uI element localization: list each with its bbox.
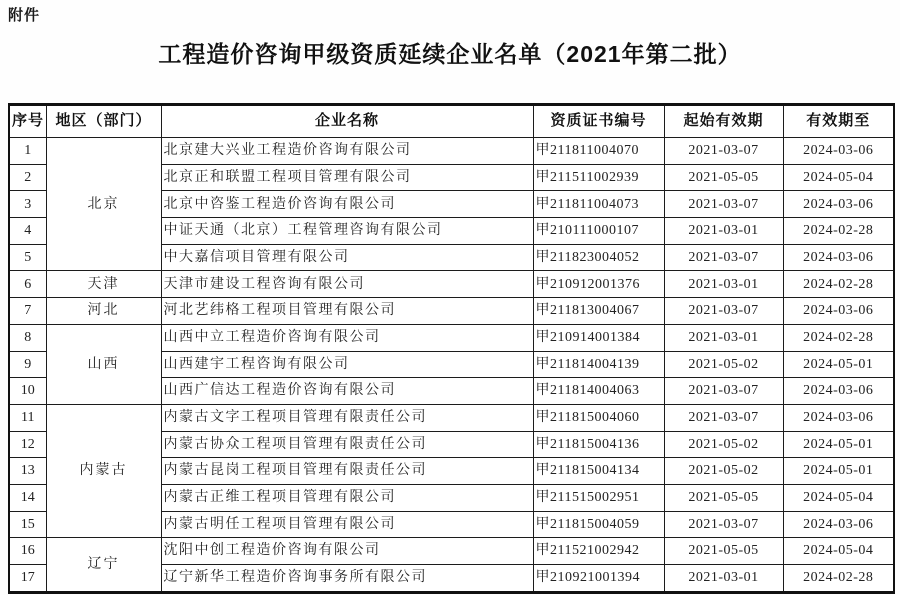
start-date-cell: 2021-03-01 xyxy=(664,271,783,298)
row-number-cell: 13 xyxy=(9,458,46,485)
header-start-date: 起始有效期 xyxy=(664,105,783,138)
start-date-cell: 2021-05-02 xyxy=(664,351,783,378)
start-date-cell: 2021-03-07 xyxy=(664,244,783,271)
cert-number-cell: 甲211811004070 xyxy=(533,138,664,165)
table-header xyxy=(9,105,894,138)
header-end-date: 有效期至 xyxy=(783,105,894,138)
company-cell: 北京中咨鉴工程造价咨询有限公司 xyxy=(161,191,533,218)
end-date-cell: 2024-02-28 xyxy=(783,218,894,245)
cert-number-cell: 甲211814004139 xyxy=(533,351,664,378)
company-cell: 中大嘉信项目管理有限公司 xyxy=(161,244,533,271)
table-row xyxy=(9,138,894,165)
table-body xyxy=(9,138,894,593)
end-date-cell: 2024-05-01 xyxy=(783,351,894,378)
start-date-cell: 2021-05-02 xyxy=(664,458,783,485)
row-number-cell: 15 xyxy=(9,511,46,538)
cert-number-cell: 甲211814004063 xyxy=(533,378,664,405)
start-date-cell: 2021-05-02 xyxy=(664,431,783,458)
company-cell: 内蒙古昆岗工程项目管理有限责任公司 xyxy=(161,458,533,485)
table-row xyxy=(9,298,894,325)
header-cert-number: 资质证书编号 xyxy=(533,105,664,138)
start-date-cell: 2021-03-07 xyxy=(664,511,783,538)
row-number-cell: 17 xyxy=(9,565,46,593)
header-company: 企业名称 xyxy=(161,105,533,138)
cert-number-cell: 甲210914001384 xyxy=(533,324,664,351)
end-date-cell: 2024-03-06 xyxy=(783,404,894,431)
row-number-cell: 2 xyxy=(9,164,46,191)
start-date-cell: 2021-03-07 xyxy=(664,404,783,431)
company-cell: 河北艺纬格工程项目管理有限公司 xyxy=(161,298,533,325)
row-number-cell: 4 xyxy=(9,218,46,245)
company-cell: 内蒙古协众工程项目管理有限责任公司 xyxy=(161,431,533,458)
row-number-cell: 6 xyxy=(9,271,46,298)
page-title: 工程造价咨询甲级资质延续企业名单（2021年第二批） xyxy=(158,41,742,67)
end-date-cell: 2024-02-28 xyxy=(783,271,894,298)
cert-number-cell: 甲211815004059 xyxy=(533,511,664,538)
cert-number-cell: 甲210111000107 xyxy=(533,218,664,245)
company-cell: 山西广信达工程造价咨询有限公司 xyxy=(161,378,533,405)
region-cell: 天津 xyxy=(46,271,161,298)
end-date-cell: 2024-03-06 xyxy=(783,298,894,325)
end-date-cell: 2024-03-06 xyxy=(783,378,894,405)
row-number-cell: 10 xyxy=(9,378,46,405)
end-date-cell: 2024-03-06 xyxy=(783,511,894,538)
company-cell: 北京正和联盟工程项目管理有限公司 xyxy=(161,164,533,191)
end-date-cell: 2024-03-06 xyxy=(783,191,894,218)
row-number-cell: 3 xyxy=(9,191,46,218)
start-date-cell: 2021-05-05 xyxy=(664,538,783,565)
cert-number-cell: 甲211511002939 xyxy=(533,164,664,191)
start-date-cell: 2021-03-01 xyxy=(664,218,783,245)
region-cell: 内蒙古 xyxy=(46,404,161,537)
end-date-cell: 2024-05-01 xyxy=(783,458,894,485)
row-number-cell: 7 xyxy=(9,298,46,325)
attachment-label: 附件 xyxy=(8,7,41,24)
start-date-cell: 2021-03-07 xyxy=(664,138,783,165)
region-cell: 山西 xyxy=(46,324,161,404)
company-cell: 天津市建设工程咨询有限公司 xyxy=(161,271,533,298)
region-cell: 北京 xyxy=(46,138,161,271)
end-date-cell: 2024-02-28 xyxy=(783,565,894,593)
end-date-cell: 2024-05-04 xyxy=(783,164,894,191)
start-date-cell: 2021-03-01 xyxy=(664,565,783,593)
table-row xyxy=(9,271,894,298)
end-date-cell: 2024-03-06 xyxy=(783,138,894,165)
cert-number-cell: 甲211823004052 xyxy=(533,244,664,271)
row-number-cell: 11 xyxy=(9,404,46,431)
cert-number-cell: 甲210912001376 xyxy=(533,271,664,298)
cert-number-cell: 甲210921001394 xyxy=(533,565,664,593)
cert-number-cell: 甲211815004136 xyxy=(533,431,664,458)
row-number-cell: 8 xyxy=(9,324,46,351)
cert-number-cell: 甲211515002951 xyxy=(533,484,664,511)
table-row xyxy=(9,538,894,565)
table-row xyxy=(9,324,894,351)
cert-number-cell: 甲211811004073 xyxy=(533,191,664,218)
end-date-cell: 2024-05-01 xyxy=(783,431,894,458)
start-date-cell: 2021-03-07 xyxy=(664,298,783,325)
cert-number-cell: 甲211813004067 xyxy=(533,298,664,325)
cert-number-cell: 甲211815004134 xyxy=(533,458,664,485)
cert-number-cell: 甲211521002942 xyxy=(533,538,664,565)
row-number-cell: 5 xyxy=(9,244,46,271)
end-date-cell: 2024-02-28 xyxy=(783,324,894,351)
row-number-cell: 9 xyxy=(9,351,46,378)
company-cell: 北京建大兴业工程造价咨询有限公司 xyxy=(161,138,533,165)
company-cell: 内蒙古正维工程项目管理有限公司 xyxy=(161,484,533,511)
region-cell: 辽宁 xyxy=(46,538,161,592)
cert-number-cell: 甲211815004060 xyxy=(533,404,664,431)
company-cell: 山西建宇工程咨询有限公司 xyxy=(161,351,533,378)
company-cell: 内蒙古明任工程项目管理有限公司 xyxy=(161,511,533,538)
header-row xyxy=(9,105,894,138)
start-date-cell: 2021-05-05 xyxy=(664,164,783,191)
end-date-cell: 2024-05-04 xyxy=(783,538,894,565)
company-cell: 山西中立工程造价咨询有限公司 xyxy=(161,324,533,351)
region-cell: 河北 xyxy=(46,298,161,325)
qualification-table xyxy=(8,103,895,594)
start-date-cell: 2021-03-07 xyxy=(664,191,783,218)
start-date-cell: 2021-05-05 xyxy=(664,484,783,511)
start-date-cell: 2021-03-07 xyxy=(664,378,783,405)
row-number-cell: 14 xyxy=(9,484,46,511)
end-date-cell: 2024-03-06 xyxy=(783,244,894,271)
table-row xyxy=(9,404,894,431)
end-date-cell: 2024-05-04 xyxy=(783,484,894,511)
header-row-number: 序号 xyxy=(9,105,46,138)
header-region: 地区（部门） xyxy=(46,105,161,138)
company-cell: 沈阳中创工程造价咨询有限公司 xyxy=(161,538,533,565)
row-number-cell: 1 xyxy=(9,138,46,165)
company-cell: 内蒙古文字工程项目管理有限责任公司 xyxy=(161,404,533,431)
company-cell: 中证天通（北京）工程管理咨询有限公司 xyxy=(161,218,533,245)
row-number-cell: 12 xyxy=(9,431,46,458)
start-date-cell: 2021-03-01 xyxy=(664,324,783,351)
row-number-cell: 16 xyxy=(9,538,46,565)
company-cell: 辽宁新华工程造价咨询事务所有限公司 xyxy=(161,565,533,593)
